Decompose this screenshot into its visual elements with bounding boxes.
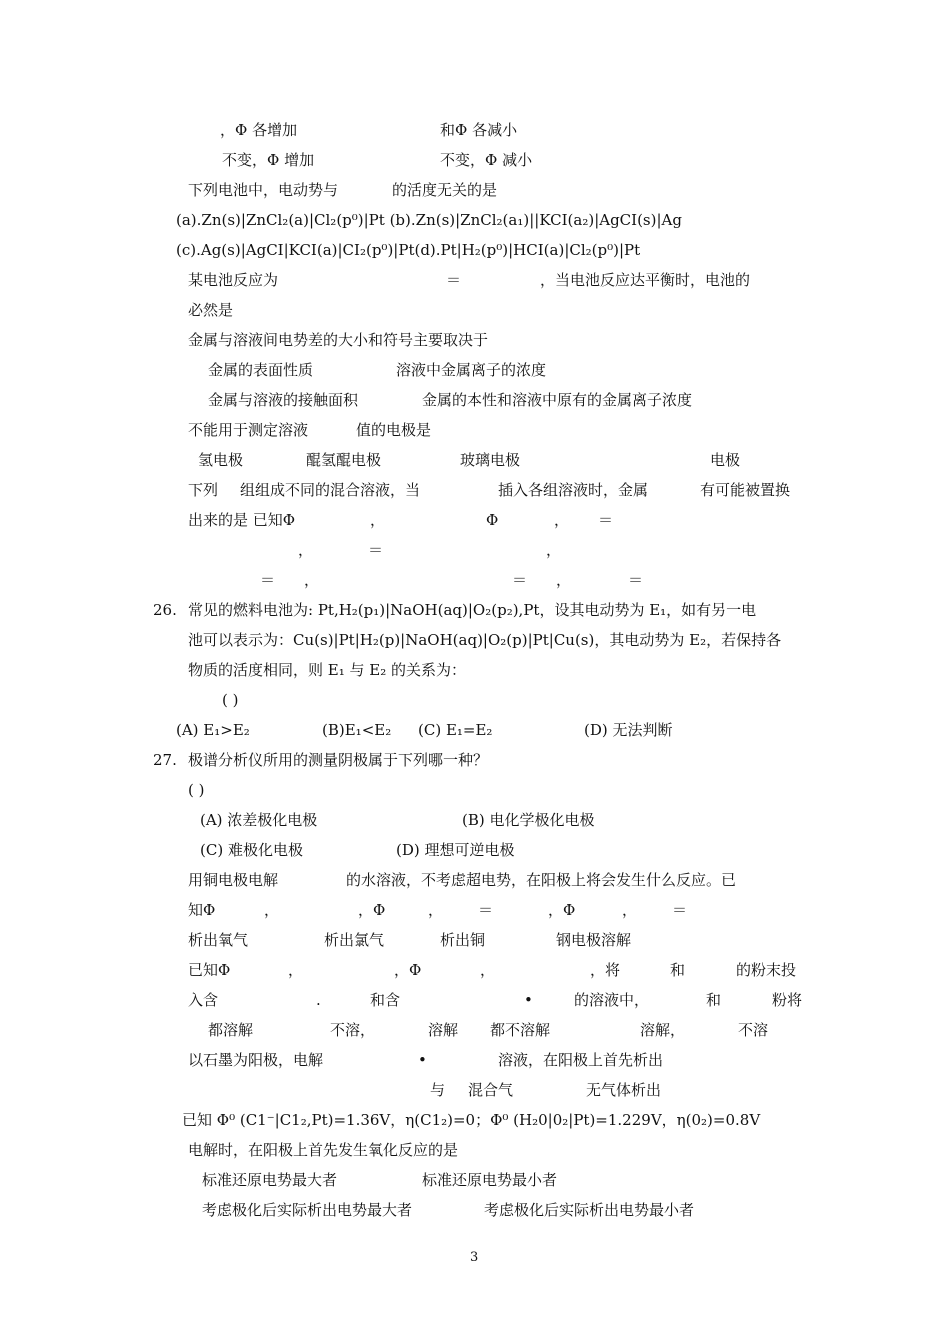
text-segment: ，Φ <box>358 901 386 919</box>
text-segment: ＝ <box>446 271 462 289</box>
text-segment: 考虑极化后实际析出电势最小者 <box>484 1201 695 1219</box>
text-segment: Φ <box>486 511 499 529</box>
page-number: 3 <box>470 1250 479 1265</box>
text-segment: ＝ <box>672 901 688 919</box>
text-segment: 极谱分析仪所用的测量阴极属于下列哪一种？ <box>188 751 489 769</box>
text-segment: ， <box>554 511 570 529</box>
text-segment: 组组成不同的混合溶液，当 <box>240 481 421 499</box>
text-segment: ＝ <box>598 511 614 529</box>
text-segment: 醌氢醌电极 <box>306 451 382 469</box>
text-segment: ， <box>556 571 572 589</box>
text-segment: 溶液，在阳极上首先析出 <box>498 1051 664 1069</box>
text-segment: . <box>316 991 321 1009</box>
text-segment: 金属的表面性质 <box>208 361 314 379</box>
text-segment: 溶解 <box>428 1021 459 1039</box>
text-segment: 溶液中金属离子的浓度 <box>396 361 547 379</box>
text-segment: 下列电池中，电动势与 <box>188 181 339 199</box>
text-segment: 的活度无关的是 <box>392 181 498 199</box>
text-segment: 都不溶解 <box>490 1021 551 1039</box>
text-segment: 的粉末投 <box>736 961 797 979</box>
text-segment: (D) 无法判断 <box>584 721 673 739</box>
text-segment: (B) 电化学极化电极 <box>462 811 595 829</box>
text-segment: 都溶解 <box>208 1021 254 1039</box>
text-segment: ， <box>264 901 280 919</box>
text-segment: ，Φ <box>394 961 422 979</box>
text-segment: 与 <box>430 1081 446 1099</box>
text-segment: 和 <box>706 991 722 1009</box>
text-segment: 某电池反应为 <box>188 271 279 289</box>
text-segment: ，Φ <box>548 901 576 919</box>
text-segment: 不变，Φ 减小 <box>440 151 533 169</box>
text-segment: 常见的燃料电池为: Pt,H₂(p₁)|NaOH(aq)|O₂(p₂),Pt，设其电动势为 E₁，如有另一电 <box>188 601 757 619</box>
text-segment: 用铜电极电解 <box>188 871 279 889</box>
text-segment: • <box>524 991 533 1009</box>
text-segment: ， <box>546 541 562 559</box>
text-segment: 考虑极化后实际析出电势最大者 <box>202 1201 413 1219</box>
text-segment: ＝ <box>260 571 276 589</box>
text-segment: 池可以表示为：Cu(s)|Pt|H₂(p)|NaOH(aq)|O₂(p)|Pt|Cu(s)，其电动势为 E₂，若保持各 <box>188 631 782 649</box>
text-segment: ，Φ 各增加 <box>220 121 298 139</box>
text-segment: 有可能被置换 <box>700 481 791 499</box>
text-segment: (C) 难极化电极 <box>200 841 303 859</box>
text-segment: 的溶液中， <box>574 991 650 1009</box>
text-segment: 下列 <box>188 481 219 499</box>
text-segment: 必然是 <box>188 301 234 319</box>
text-segment: 和含 <box>370 991 401 1009</box>
text-segment: 玻璃电极 <box>460 451 521 469</box>
text-segment: 溶解， <box>640 1021 686 1039</box>
text-segment: 已知 Φ⁰ (C1⁻|C1₂,Pt)=1.36V，η(C1₂)=0；Φ⁰ (H₂0|0₂|Pt)=1.229V，η(0₂)=0.8V <box>182 1111 761 1129</box>
text-segment: • <box>418 1051 427 1069</box>
text-segment: 不变，Φ 增加 <box>222 151 315 169</box>
text-segment: 金属的本性和溶液中原有的金属离子浓度 <box>422 391 693 409</box>
text-segment: 的水溶液，不考虑超电势，在阳极上将会发生什么反应。已 <box>346 871 737 889</box>
text-segment: ( ) <box>222 691 239 709</box>
text-segment: 标准还原电势最大者 <box>202 1171 338 1189</box>
text-segment: 26. <box>153 601 177 619</box>
text-segment: (D) 理想可逆电极 <box>396 841 515 859</box>
text-segment: 以石墨为阳极，电解 <box>188 1051 324 1069</box>
text-segment: ， <box>288 961 304 979</box>
text-segment: 值的电极是 <box>356 421 432 439</box>
text-segment: 已知Φ <box>188 961 231 979</box>
text-segment: 出来的是 已知Φ <box>188 511 296 529</box>
text-segment: 析出铜 <box>440 931 486 949</box>
text-segment: (B)E₁<E₂ <box>322 721 392 739</box>
text-segment: 析出氧气 <box>188 931 249 949</box>
text-segment: ， <box>428 901 444 919</box>
text-segment: 物质的活度相同，则 E₁ 与 E₂ 的关系为： <box>188 661 466 679</box>
text-segment: ， <box>480 961 496 979</box>
text-segment: (c).Ag(s)|AgCI|KCI(a)|CI₂(p⁰)|Pt(d).Pt|H₂(p⁰)|HCI(a)|Cl₂(p⁰)|Pt <box>176 241 641 259</box>
text-segment: 金属与溶液的接触面积 <box>208 391 359 409</box>
text-segment: ＝ <box>628 571 644 589</box>
text-segment: 氢电极 <box>198 451 244 469</box>
text-segment: ， <box>304 571 320 589</box>
text-segment: 金属与溶液间电势差的大小和符号主要取决于 <box>188 331 489 349</box>
text-segment: 电极 <box>710 451 741 469</box>
text-segment: ＝ <box>512 571 528 589</box>
text-segment: ( ) <box>188 781 205 799</box>
text-segment: ， <box>370 511 386 529</box>
text-segment: 和 <box>670 961 686 979</box>
text-segment: (C) E₁=E₂ <box>418 721 493 739</box>
text-segment: ， <box>622 901 638 919</box>
text-segment: 和Φ 各减小 <box>440 121 518 139</box>
text-segment: ，将 <box>590 961 621 979</box>
text-segment: ＝ <box>478 901 494 919</box>
text-segment: 电解时，在阳极上首先发生氧化反应的是 <box>188 1141 459 1159</box>
text-segment: 钢电极溶解 <box>556 931 632 949</box>
text-segment: ， <box>298 541 314 559</box>
text-segment: 不能用于测定溶液 <box>188 421 309 439</box>
text-segment: ＝ <box>368 541 384 559</box>
text-segment: 混合气 <box>468 1081 514 1099</box>
text-segment: 标准还原电势最小者 <box>422 1171 558 1189</box>
text-segment: 插入各组溶液时，金属 <box>498 481 649 499</box>
text-segment: (A) E₁>E₂ <box>176 721 250 739</box>
text-segment: 不溶， <box>330 1021 376 1039</box>
text-segment: 27. <box>153 751 177 769</box>
text-segment: 无气体析出 <box>586 1081 662 1099</box>
text-segment: (a).Zn(s)|ZnCl₂(a)|Cl₂(p⁰)|Pt (b).Zn(s)|ZnCl₂(a₁)||KCI(a₂)|AgCI(s)|Ag <box>176 211 682 229</box>
text-segment: 析出氯气 <box>324 931 385 949</box>
text-segment: 入含 <box>188 991 219 1009</box>
text-segment: (A) 浓差极化电极 <box>200 811 318 829</box>
text-segment: 知Φ <box>188 901 216 919</box>
text-segment: 粉将 <box>772 991 803 1009</box>
text-segment: 不溶 <box>738 1021 769 1039</box>
text-segment: ，当电池反应达平衡时，电池的 <box>540 271 751 289</box>
